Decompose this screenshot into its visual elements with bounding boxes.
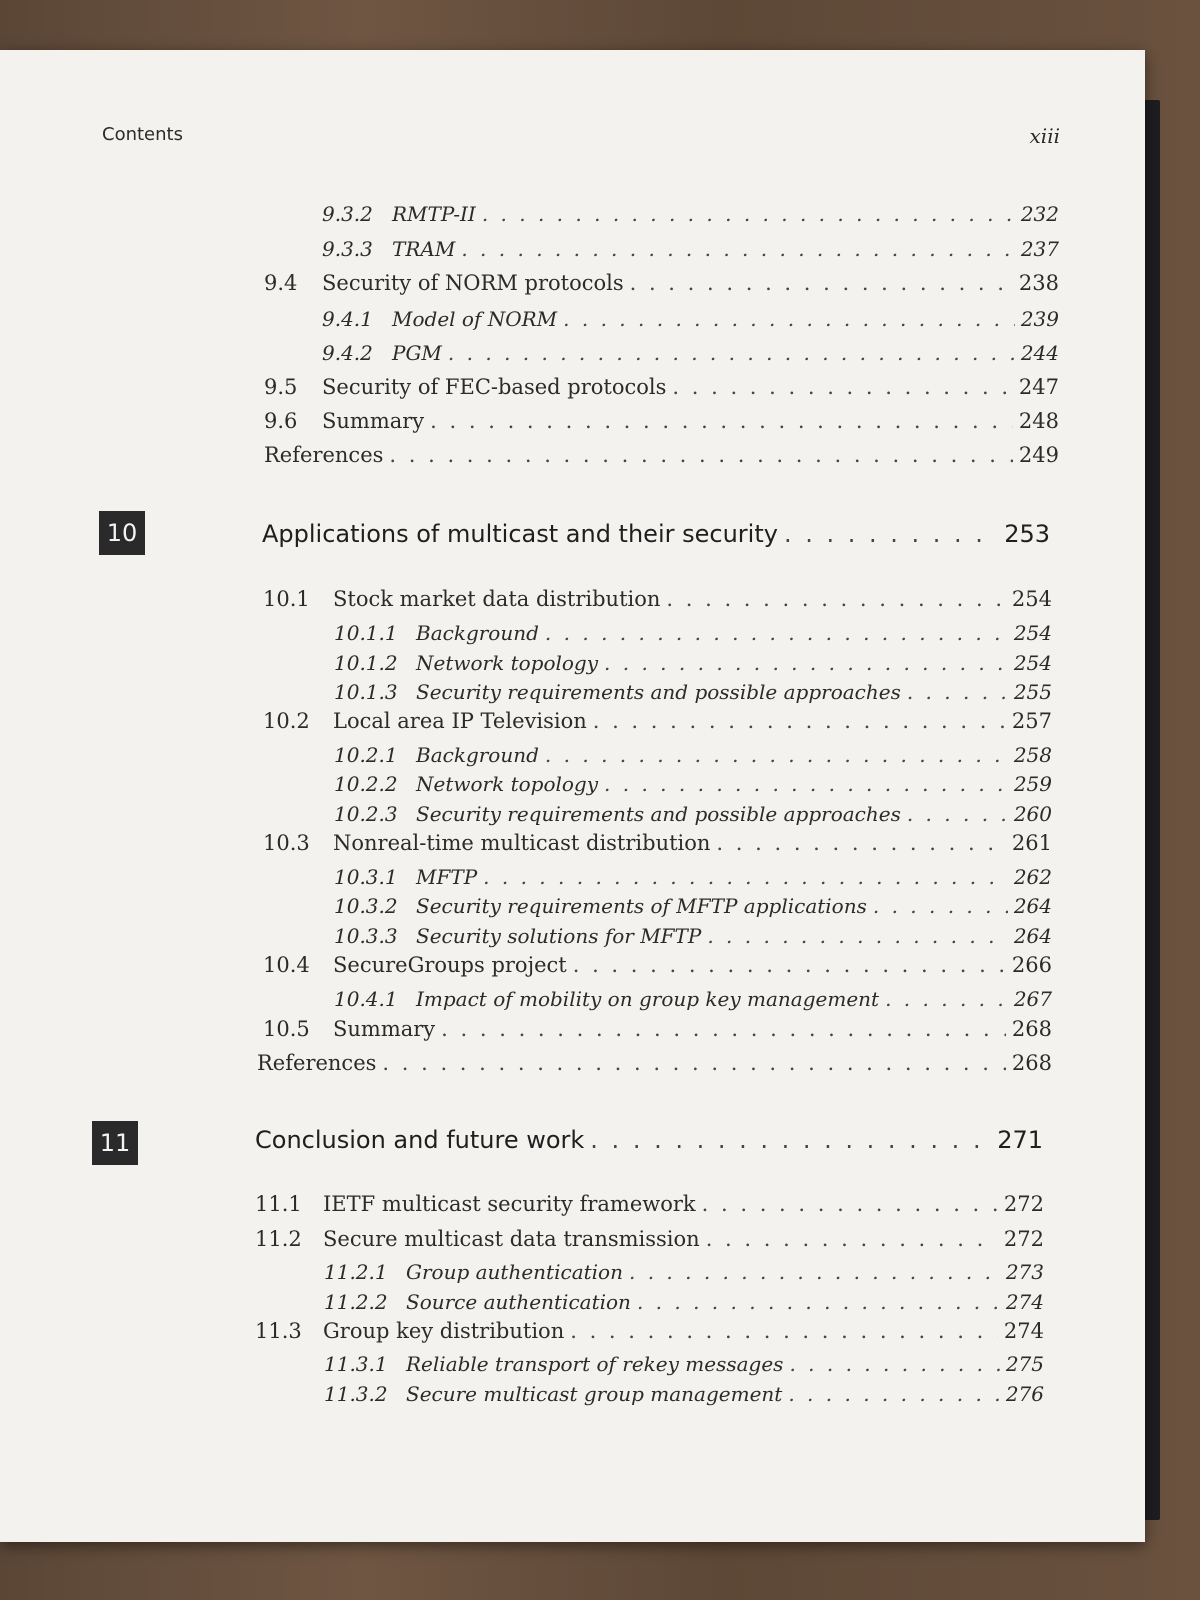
dot-leader [873,894,1008,918]
chapter-page: 253 [1004,520,1050,548]
entry-page: 239 [1020,307,1059,331]
dot-leader [702,1192,998,1216]
contents-page [0,50,1145,1542]
dot-leader [593,709,1006,733]
entry-page: 267 [1013,987,1052,1011]
toc-entry-10-5[interactable] [263,1017,1052,1041]
entry-page: 276 [1005,1382,1044,1406]
entry-number: 10.1.2 [334,651,398,675]
entry-number: 11.3.2 [324,1382,388,1406]
entry-number: 11.1 [255,1192,302,1216]
toc-entry-9-5[interactable] [264,375,1059,399]
toc-entry-10-2[interactable] [263,709,1052,733]
entry-number: 10.1.1 [334,621,398,645]
toc-entry-11-2-2[interactable] [324,1290,1044,1314]
entry-title: Nonreal-time multicast distribution [333,831,711,855]
dot-leader [666,587,1006,611]
entry-number: 9.5 [264,375,298,399]
entry-number: 10.3 [263,831,310,855]
entry-title: Impact of mobility on group key management [416,987,880,1011]
dot-leader [784,520,998,548]
chapter-heading-11[interactable] [255,1126,1043,1154]
entry-page: 248 [1018,409,1059,433]
chapter-title: Applications of multicast and their security [262,520,778,548]
entry-title: Security requirements of MFTP applications [416,894,867,918]
entry-page: 255 [1013,680,1052,704]
entry-page: 266 [1011,953,1052,977]
page-folio: xiii [1029,124,1060,148]
entry-title: References [257,1051,377,1075]
entry-page: 260 [1013,802,1052,826]
entry-title: Model of NORM [392,307,558,331]
entry-title: Security requirements and possible approaches [416,680,901,704]
toc-entry-10-3[interactable] [263,831,1052,855]
toc-entry-10-3-1[interactable] [334,865,1052,889]
chapter-number-box: 11 [92,1121,138,1165]
entry-page: 238 [1018,271,1059,295]
dot-leader [448,341,1015,365]
entry-page: 274 [1003,1319,1044,1343]
entry-number: 9.3.2 [322,202,373,226]
entry-number: 10.4 [263,953,310,977]
entry-number: 10.3.3 [334,924,398,948]
entry-number: 10.5 [263,1017,310,1041]
entry-title: Security solutions for MFTP [416,924,702,948]
dot-leader [789,1352,999,1376]
dot-leader [382,1051,1006,1075]
entry-page: 264 [1013,924,1052,948]
dot-leader [907,680,1008,704]
entry-title: Source authentication [406,1290,631,1314]
entry-title: References [264,443,384,467]
dot-leader [570,1319,998,1343]
entry-title: SecureGroups project [333,953,567,977]
dot-leader [545,743,1008,767]
toc-entry-11-2[interactable] [255,1227,1044,1251]
dot-leader [573,953,1006,977]
running-head: Contents [102,124,183,145]
toc-entry-11-3[interactable] [255,1319,1044,1343]
chapter-page: 271 [997,1126,1043,1154]
entry-page: 254 [1013,621,1052,645]
dot-leader [430,409,1013,433]
entry-page: 272 [1003,1227,1044,1251]
entry-page: 268 [1011,1051,1052,1075]
entry-number: 11.3.1 [324,1352,388,1376]
toc-entry-9-3-2[interactable] [322,202,1059,226]
toc-entry-10-3-2[interactable] [334,894,1052,918]
entry-number: 10.2.3 [334,802,398,826]
entry-page: 261 [1011,831,1052,855]
dot-leader [707,924,1007,948]
entry-number: 10.2.2 [334,772,398,796]
toc-entry-9-4-1[interactable] [322,307,1059,331]
toc-entry-11-1[interactable] [255,1192,1044,1216]
dot-leader [604,651,1008,675]
chapter-number-box: 10 [99,511,145,555]
entry-number: 11.2.1 [324,1260,388,1284]
entry-number: 9.6 [264,409,298,433]
toc-entry-10-2-1[interactable] [334,743,1052,767]
dot-leader [630,271,1013,295]
entry-title: Reliable transport of rekey messages [406,1352,784,1376]
entry-number: 10.1 [263,587,310,611]
entry-title: Network topology [416,772,599,796]
toc-entry-9-4-2[interactable] [322,341,1059,365]
entry-title: Local area IP Television [333,709,587,733]
dot-leader [672,375,1013,399]
dot-leader [441,1017,1006,1041]
toc-entry-9-3-3[interactable] [322,237,1059,261]
entry-title: Security requirements and possible approaches [416,802,901,826]
entry-page: 257 [1011,709,1052,733]
dot-leader [545,621,1008,645]
entry-number: 10.1.3 [334,680,398,704]
chapter-heading-10[interactable] [262,520,1050,548]
entry-title: Background [416,621,539,645]
entry-page: 268 [1011,1017,1052,1041]
entry-title: Stock market data distribution [333,587,661,611]
entry-page: 275 [1005,1352,1044,1376]
entry-title: Secure multicast group management [406,1382,783,1406]
dot-leader [563,307,1015,331]
entry-title: Summary [322,409,425,433]
entry-number: 10.2.1 [334,743,398,767]
entry-title: Security of NORM protocols [322,271,624,295]
entry-page: 247 [1018,375,1059,399]
entry-title: PGM [392,341,442,365]
entry-page: 254 [1013,651,1052,675]
dot-leader [706,1227,998,1251]
entry-page: 264 [1013,894,1052,918]
entry-title: Secure multicast data transmission [323,1227,700,1251]
entry-title: RMTP-II [392,202,476,226]
toc-entry-10-2-2[interactable] [334,772,1052,796]
toc-entry-9-4[interactable] [264,271,1059,295]
dot-leader [629,1260,1000,1284]
dot-leader [482,202,1015,226]
entry-title: Security of FEC-based protocols [322,375,667,399]
toc-entry-11-3-2[interactable] [324,1382,1044,1406]
toc-entry-10-4-1[interactable] [334,987,1052,1011]
entry-number: 10.4.1 [334,987,398,1011]
dot-leader [389,443,1013,467]
entry-page: 237 [1020,237,1059,261]
entry-page: 274 [1005,1290,1044,1314]
entry-number: 10.3.2 [334,894,398,918]
entry-number: 9.3.3 [322,237,373,261]
entry-number: 11.2 [255,1227,302,1251]
entry-page: 232 [1020,202,1059,226]
entry-number: 11.3 [255,1319,302,1343]
toc-entry-9-6[interactable] [264,409,1059,433]
entry-number: 9.4.2 [322,341,373,365]
toc-entry-11-3-1[interactable] [324,1352,1044,1376]
toc-entry-10-1[interactable] [263,587,1052,611]
toc-entry-10-2-3[interactable] [334,802,1052,826]
dot-leader [590,1126,991,1154]
entry-page: 244 [1020,341,1059,365]
dot-leader [461,237,1014,261]
entry-number: 10.2 [263,709,310,733]
entry-page: 259 [1013,772,1052,796]
dot-leader [788,1382,999,1406]
entry-title: TRAM [392,237,456,261]
toc-entry-10-3-3[interactable] [334,924,1052,948]
dot-leader [604,772,1008,796]
entry-page: 273 [1005,1260,1044,1284]
entry-title: Network topology [416,651,599,675]
chapter-title: Conclusion and future work [255,1126,585,1154]
entry-title: MFTP [416,865,478,889]
entry-title: Background [416,743,539,767]
entry-title: Summary [333,1017,436,1041]
dot-leader [483,865,1008,889]
entry-page: 262 [1013,865,1052,889]
entry-number: 10.3.1 [334,865,398,889]
entry-title: IETF multicast security framework [323,1192,696,1216]
toc-entry-10-1-3[interactable] [334,680,1052,704]
toc-entry-references-9[interactable] [264,443,1059,467]
dot-leader [716,831,1005,855]
dot-leader [907,802,1008,826]
toc-entry-11-2-1[interactable] [324,1260,1044,1284]
entry-page: 258 [1013,743,1052,767]
toc-entry-10-4[interactable] [263,953,1052,977]
entry-page: 272 [1003,1192,1044,1216]
toc-entry-references-10[interactable] [257,1051,1052,1075]
dot-leader [637,1290,1000,1314]
entry-page: 254 [1011,587,1052,611]
toc-entry-10-1-2[interactable] [334,651,1052,675]
entry-page: 249 [1018,443,1059,467]
entry-number: 11.2.2 [324,1290,388,1314]
toc-entry-10-1-1[interactable] [334,621,1052,645]
entry-number: 9.4.1 [322,307,373,331]
entry-number: 9.4 [264,271,298,295]
dot-leader [885,987,1008,1011]
entry-title: Group key distribution [323,1319,565,1343]
entry-title: Group authentication [406,1260,623,1284]
